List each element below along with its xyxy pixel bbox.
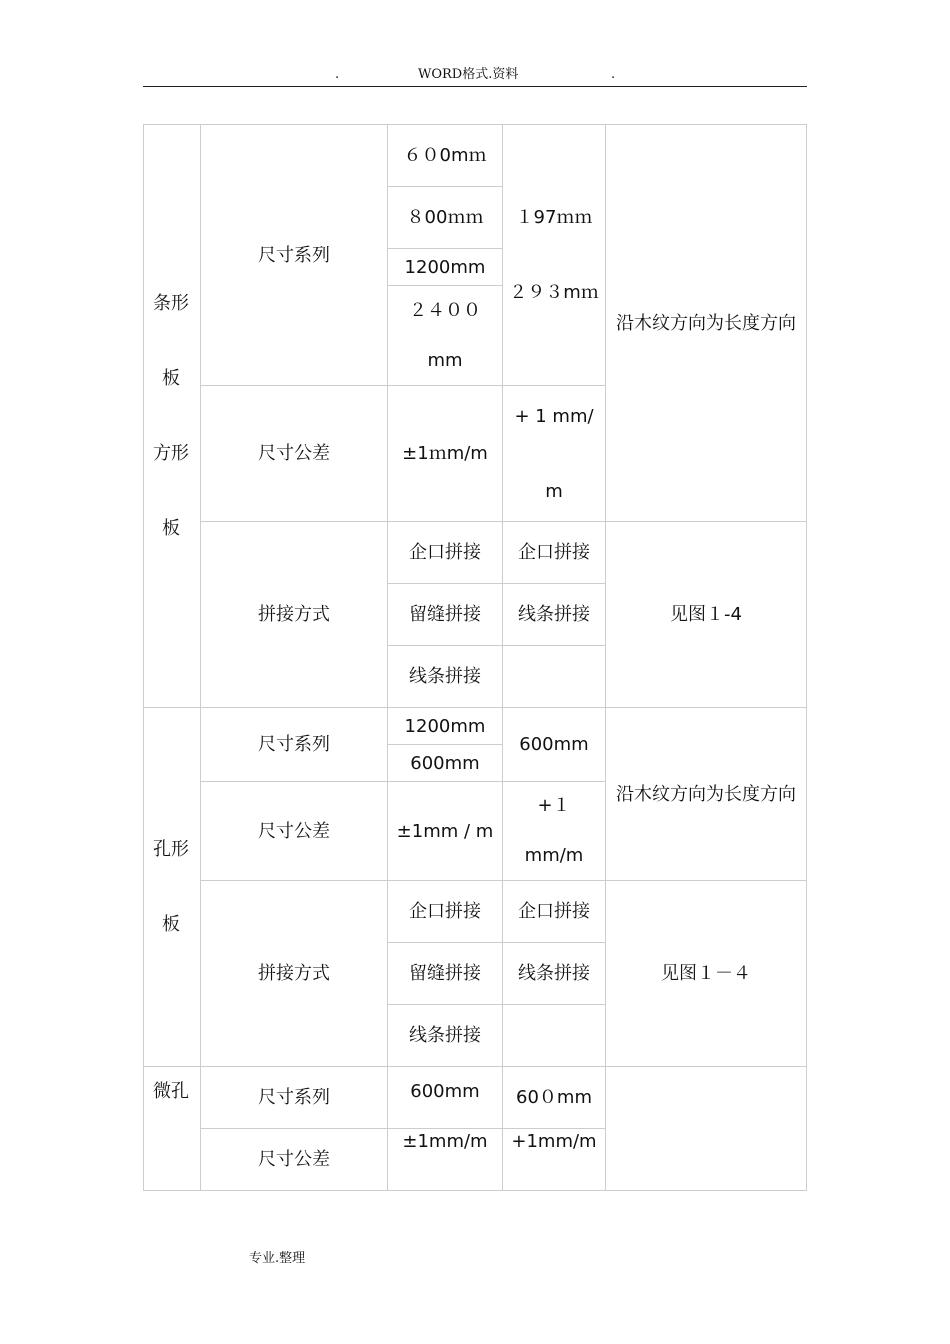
- row-label-joint-method: 拼接方式: [200, 880, 388, 1067]
- size-a-800: ８00ｍｍ: [387, 186, 503, 249]
- row-label-size-tolerance: 尺寸公差: [200, 781, 388, 881]
- tolerance-b-line: m: [545, 480, 563, 502]
- size-b-600: 600mm: [502, 707, 606, 782]
- joint-a-tongue-groove: 企口拼接: [387, 521, 503, 584]
- size-a-600: 600mm: [387, 744, 503, 782]
- joint-a-gap: 留缝拼接: [387, 583, 503, 646]
- joint-b-empty: [502, 1004, 606, 1067]
- tolerance-b-line: mm/m: [524, 845, 584, 866]
- size-a-2400-unit: mm: [427, 349, 463, 371]
- tolerance-b-cell: [502, 781, 606, 881]
- size-note-grain-direction: 沿木纹方向为长度方向: [605, 707, 807, 881]
- size-b-600: 60０mm: [502, 1066, 606, 1129]
- tolerance-b-line: +１: [537, 795, 571, 816]
- row-label-size-tolerance: 尺寸公差: [200, 385, 388, 522]
- row-label-joint-method: 拼接方式: [200, 521, 388, 708]
- joint-note-figure-ref: 见图１－４: [605, 880, 807, 1067]
- size-a-2400-value: ２４００: [409, 299, 481, 321]
- joint-b-tongue-groove: 企口拼接: [502, 880, 606, 943]
- note-empty: [605, 1066, 807, 1191]
- row-label-size-series: 尺寸系列: [200, 124, 388, 386]
- joint-note-figure-ref: 见图１-4: [605, 521, 807, 708]
- tolerance-b-line: + 1 mm/: [514, 405, 594, 427]
- header-title: WORD格式.资料: [418, 67, 519, 82]
- joint-b-strip: 线条拼接: [502, 583, 606, 646]
- header-dot-right: .: [611, 67, 616, 82]
- size-a-1200: 1200mm: [387, 707, 503, 745]
- size-a-1200: 1200mm: [387, 248, 503, 286]
- joint-a-strip: 线条拼接: [387, 1004, 503, 1067]
- size-note-grain-direction: 沿木纹方向为长度方向: [605, 124, 807, 522]
- tolerance-a: ±1mm / m: [387, 781, 503, 881]
- group-label-strip-square-board: [143, 124, 201, 708]
- size-b-293: ２９３mｍ: [509, 282, 599, 303]
- row-label-size-tolerance: 尺寸公差: [200, 1128, 388, 1191]
- joint-b-strip: 线条拼接: [502, 942, 606, 1005]
- row-label-size-series: 尺寸系列: [200, 1066, 388, 1129]
- size-a-2400: [387, 285, 503, 386]
- group-label-perforated-board: [143, 707, 201, 1067]
- tolerance-a: ±1mm/m: [387, 1128, 503, 1191]
- joint-a-gap: 留缝拼接: [387, 942, 503, 1005]
- group-label-line: 方形: [153, 443, 189, 464]
- group-label-line: 板: [162, 914, 180, 935]
- tolerance-b: +1mm/m: [502, 1128, 606, 1191]
- size-b-197: １97ｍｍ: [515, 207, 593, 228]
- row-label-size-series: 尺寸系列: [200, 707, 388, 782]
- header-dot-left: .: [335, 67, 340, 82]
- group-label-line: 孔形: [153, 839, 189, 860]
- page-footer: 专业.整理: [249, 1251, 306, 1266]
- joint-a-strip: 线条拼接: [387, 645, 503, 708]
- group-label-line: 板: [162, 518, 180, 539]
- size-b-cell: [502, 124, 606, 386]
- tolerance-b-cell: [502, 385, 606, 522]
- size-a-600: 600mm: [387, 1066, 503, 1129]
- group-label-micro-perforated: 微孔: [143, 1066, 201, 1191]
- tolerance-a: ±1ｍm/m: [387, 385, 503, 522]
- group-label-line: 板: [162, 368, 180, 389]
- size-a-600: ６０0mｍ: [387, 124, 503, 187]
- joint-a-tongue-groove: 企口拼接: [387, 880, 503, 943]
- joint-b-empty: [502, 645, 606, 708]
- joint-b-tongue-groove: 企口拼接: [502, 521, 606, 584]
- group-label-line: 条形: [153, 293, 189, 314]
